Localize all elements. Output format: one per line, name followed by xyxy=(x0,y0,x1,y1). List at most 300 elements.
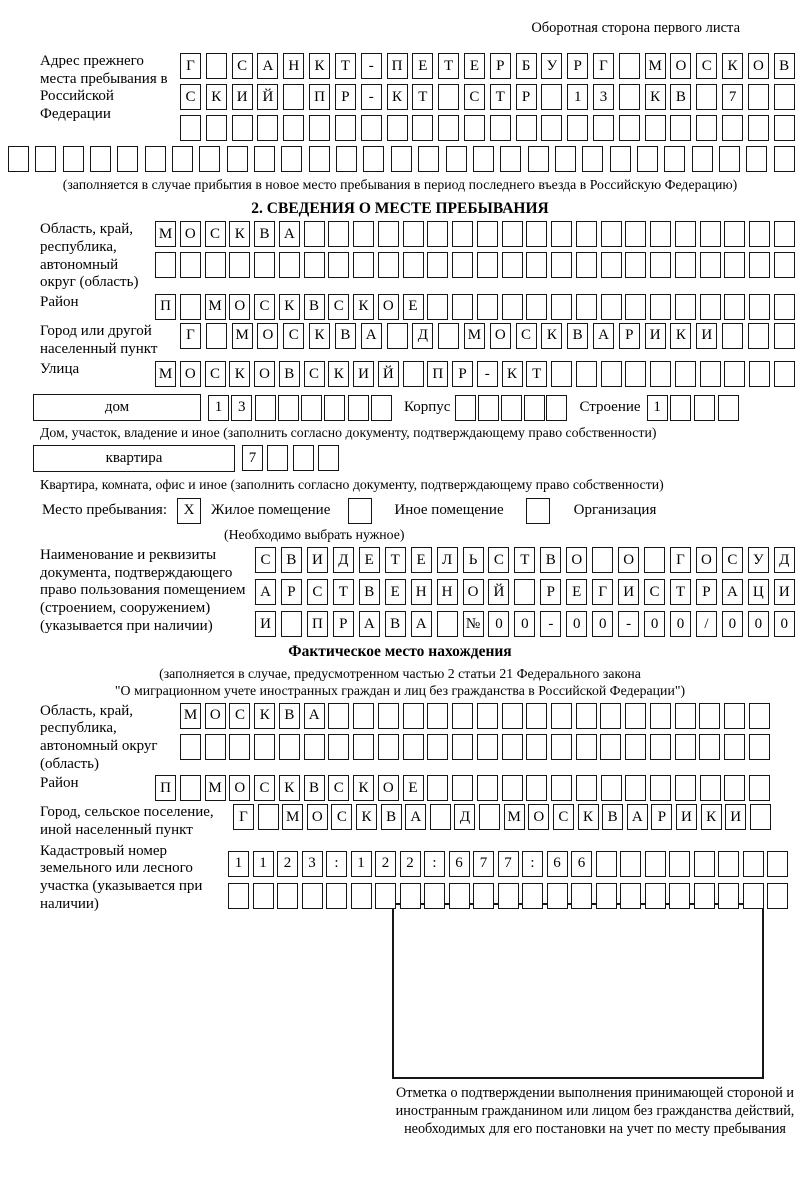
char-cell xyxy=(227,146,248,172)
char-cell: Р xyxy=(281,579,302,605)
mesto-note: (Необходимо выбрать нужное) xyxy=(224,526,405,542)
char-cell xyxy=(593,115,614,141)
char-cell xyxy=(477,221,498,247)
char-cell: - xyxy=(477,361,498,387)
char-cell xyxy=(400,883,421,909)
char-cell xyxy=(293,445,314,471)
char-cell xyxy=(516,115,537,141)
char-cell: Г xyxy=(180,53,201,79)
char-cell xyxy=(619,115,640,141)
char-cell xyxy=(378,734,399,760)
char-cell: Р xyxy=(333,611,354,637)
char-cell xyxy=(452,734,473,760)
char-cell xyxy=(724,703,745,729)
char-cell xyxy=(749,703,770,729)
char-cell: Й xyxy=(257,84,278,110)
stroenie-label: Строение xyxy=(579,399,641,416)
char-cell: Т xyxy=(412,84,433,110)
char-cell xyxy=(601,252,622,278)
char-cell xyxy=(477,252,498,278)
char-cell: 6 xyxy=(547,851,568,877)
char-cell xyxy=(403,361,424,387)
char-cell: Р xyxy=(540,579,561,605)
oblast2-row1 xyxy=(180,703,770,729)
char-cell: Б xyxy=(516,53,537,79)
char-cell: 1 xyxy=(253,851,274,877)
char-cell: П xyxy=(155,294,176,320)
char-cell: У xyxy=(748,547,769,573)
char-cell: И xyxy=(645,323,666,349)
char-cell: П xyxy=(427,361,448,387)
char-cell: О xyxy=(566,547,587,573)
char-cell xyxy=(664,146,685,172)
char-cell xyxy=(722,323,743,349)
char-cell xyxy=(375,883,396,909)
char-cell xyxy=(452,252,473,278)
char-cell: : xyxy=(522,851,543,877)
char-cell: С xyxy=(255,547,276,573)
char-cell: А xyxy=(627,804,648,830)
char-cell: В xyxy=(359,579,380,605)
char-cell: Р xyxy=(619,323,640,349)
char-cell: А xyxy=(257,53,278,79)
char-cell xyxy=(477,734,498,760)
char-cell: О xyxy=(254,361,275,387)
char-cell: С xyxy=(328,294,349,320)
char-cell xyxy=(551,221,572,247)
char-cell xyxy=(446,146,467,172)
org-checkbox xyxy=(526,498,550,524)
char-cell: О xyxy=(180,361,201,387)
char-cell: О xyxy=(257,323,278,349)
char-cell: О xyxy=(696,547,717,573)
char-cell xyxy=(650,252,671,278)
char-cell xyxy=(455,395,476,421)
char-cell: И xyxy=(232,84,253,110)
char-cell: А xyxy=(405,804,426,830)
char-cell: Е xyxy=(359,547,380,573)
char-cell: Т xyxy=(670,579,691,605)
char-cell xyxy=(526,221,547,247)
char-cell: К xyxy=(206,84,227,110)
char-cell xyxy=(750,804,771,830)
char-cell: Г xyxy=(233,804,254,830)
char-cell xyxy=(749,361,770,387)
kvartira-box-label: квартира xyxy=(33,445,235,472)
char-cell xyxy=(526,294,547,320)
char-cell: О xyxy=(463,579,484,605)
char-cell: Т xyxy=(514,547,535,573)
char-cell xyxy=(675,703,696,729)
char-cell xyxy=(551,252,572,278)
char-cell xyxy=(257,115,278,141)
char-cell: В xyxy=(774,53,795,79)
char-cell xyxy=(478,395,499,421)
char-cell: 0 xyxy=(644,611,665,637)
char-cell: М xyxy=(205,775,226,801)
char-cell xyxy=(351,883,372,909)
char-cell xyxy=(669,883,690,909)
char-cell: О xyxy=(378,775,399,801)
org-label: Организация xyxy=(573,502,657,519)
char-cell xyxy=(464,115,485,141)
char-cell xyxy=(700,221,721,247)
char-cell xyxy=(619,53,640,79)
char-cell xyxy=(309,115,330,141)
doc-label: Наименование и реквизиты документа, подтверждающего право пользования помещением (строением, сооружением) (указывается при наличии) xyxy=(40,547,246,634)
char-cell: Е xyxy=(411,547,432,573)
char-cell xyxy=(625,221,646,247)
char-cell xyxy=(403,734,424,760)
char-cell xyxy=(551,361,572,387)
char-cell xyxy=(600,703,621,729)
char-cell: О xyxy=(670,53,691,79)
char-cell xyxy=(699,703,720,729)
char-cell: А xyxy=(304,703,325,729)
char-cell xyxy=(576,775,597,801)
char-cell xyxy=(526,734,547,760)
char-cell: М xyxy=(504,804,525,830)
char-cell xyxy=(749,294,770,320)
char-cell xyxy=(620,883,641,909)
char-cell xyxy=(592,547,613,573)
char-cell: С xyxy=(331,804,352,830)
char-cell: Й xyxy=(378,361,399,387)
char-cell xyxy=(229,734,250,760)
char-cell: И xyxy=(307,547,328,573)
char-cell: Р xyxy=(651,804,672,830)
char-cell xyxy=(700,294,721,320)
char-cell xyxy=(63,146,84,172)
char-cell: В xyxy=(281,547,302,573)
prev-address-row4 xyxy=(8,146,795,172)
gorod2-row xyxy=(233,804,771,830)
char-cell: : xyxy=(326,851,347,877)
char-cell: К xyxy=(229,221,250,247)
char-cell xyxy=(206,53,227,79)
char-cell xyxy=(724,775,745,801)
char-cell: П xyxy=(387,53,408,79)
char-cell xyxy=(477,703,498,729)
char-cell xyxy=(254,146,275,172)
ulitsa-block xyxy=(6,361,794,387)
prev-address-row1 xyxy=(180,53,795,79)
char-cell xyxy=(541,115,562,141)
char-cell xyxy=(637,146,658,172)
char-cell: С xyxy=(205,221,226,247)
char-cell xyxy=(328,703,349,729)
char-cell xyxy=(255,395,276,421)
char-cell: Ц xyxy=(748,579,769,605)
char-cell xyxy=(675,775,696,801)
char-cell xyxy=(267,445,288,471)
char-cell: О xyxy=(748,53,769,79)
char-cell: 1 xyxy=(208,395,229,421)
char-cell xyxy=(670,115,691,141)
char-cell xyxy=(675,221,696,247)
char-cell: Е xyxy=(385,579,406,605)
char-cell: Н xyxy=(283,53,304,79)
gorod2-block xyxy=(6,804,794,839)
char-cell: Т xyxy=(335,53,356,79)
char-cell xyxy=(206,323,227,349)
char-cell xyxy=(601,361,622,387)
char-cell xyxy=(403,252,424,278)
oblast2-label: Область, край, республика, автономный округ (область) xyxy=(40,702,158,772)
zhiloe-label: Жилое помещение xyxy=(211,502,331,519)
char-cell xyxy=(424,883,445,909)
char-cell: С xyxy=(254,775,275,801)
char-cell xyxy=(541,84,562,110)
char-cell: Р xyxy=(490,53,511,79)
char-cell: Ь xyxy=(463,547,484,573)
stamp-caption: Отметка о подтверждении выполнения принимающей стороной и иностранным гражданином или лицом без гражданства действий, необходимых для его постановки на учет по месту пребывания xyxy=(395,1085,795,1137)
char-cell xyxy=(645,883,666,909)
char-cell xyxy=(283,115,304,141)
char-cell xyxy=(774,323,795,349)
char-cell xyxy=(205,734,226,760)
char-cell xyxy=(526,775,547,801)
char-cell xyxy=(378,252,399,278)
char-cell xyxy=(749,221,770,247)
char-cell xyxy=(500,146,521,172)
char-cell xyxy=(749,734,770,760)
char-cell xyxy=(427,221,448,247)
char-cell xyxy=(318,445,339,471)
char-cell xyxy=(718,883,739,909)
char-cell xyxy=(427,703,448,729)
char-cell: О xyxy=(490,323,511,349)
char-cell: В xyxy=(602,804,623,830)
char-cell xyxy=(610,146,631,172)
kvartira-block xyxy=(6,445,794,472)
raion1-row xyxy=(155,294,795,320)
char-cell: П xyxy=(309,84,330,110)
char-cell xyxy=(743,883,764,909)
char-cell xyxy=(670,395,691,421)
char-cell xyxy=(301,395,322,421)
inoe-label: Иное помещение xyxy=(394,502,504,519)
oblast2-row2 xyxy=(180,734,770,760)
char-cell xyxy=(253,883,274,909)
char-cell: А xyxy=(255,579,276,605)
char-cell: О xyxy=(307,804,328,830)
char-cell: Л xyxy=(437,547,458,573)
char-cell: В xyxy=(304,775,325,801)
char-cell: И xyxy=(255,611,276,637)
char-cell xyxy=(353,734,374,760)
char-cell xyxy=(387,115,408,141)
char-cell: С xyxy=(283,323,304,349)
char-cell xyxy=(774,115,795,141)
char-cell xyxy=(309,146,330,172)
char-cell xyxy=(427,775,448,801)
char-cell xyxy=(528,146,549,172)
raion2-label: Район xyxy=(40,775,79,792)
char-cell xyxy=(551,775,572,801)
char-cell xyxy=(547,883,568,909)
doc-row3 xyxy=(255,611,795,637)
char-cell: Р xyxy=(516,84,537,110)
char-cell: С xyxy=(464,84,485,110)
char-cell: Е xyxy=(464,53,485,79)
char-cell: В xyxy=(567,323,588,349)
fakt-note1: (заполняется в случае, предусмотренном частью 2 статьи 21 Федерального закона xyxy=(159,666,641,682)
char-cell: С xyxy=(722,547,743,573)
char-cell xyxy=(526,252,547,278)
char-cell xyxy=(774,221,795,247)
korpus-cells xyxy=(455,395,567,421)
char-cell xyxy=(551,734,572,760)
char-cell xyxy=(601,221,622,247)
char-cell: О xyxy=(378,294,399,320)
char-cell xyxy=(258,804,279,830)
gorod1-row xyxy=(180,323,795,349)
char-cell xyxy=(180,294,201,320)
char-cell: М xyxy=(205,294,226,320)
char-cell: 7 xyxy=(498,851,519,877)
gorod1-label: Город или другой населенный пункт xyxy=(40,322,158,357)
char-cell xyxy=(551,294,572,320)
char-cell: К xyxy=(254,703,275,729)
char-cell xyxy=(254,252,275,278)
kadastr-cells xyxy=(228,851,788,909)
char-cell: 0 xyxy=(592,611,613,637)
char-cell: И xyxy=(725,804,746,830)
char-cell xyxy=(205,252,226,278)
char-cell: 2 xyxy=(375,851,396,877)
char-cell xyxy=(418,146,439,172)
char-cell: А xyxy=(279,221,300,247)
char-cell: Т xyxy=(333,579,354,605)
raion2-block xyxy=(6,775,794,801)
char-cell xyxy=(35,146,56,172)
char-cell: С xyxy=(304,361,325,387)
prev-address-block xyxy=(6,53,794,141)
char-cell xyxy=(719,146,740,172)
char-cell xyxy=(718,395,739,421)
char-cell xyxy=(576,734,597,760)
char-cell xyxy=(748,115,769,141)
char-cell xyxy=(403,221,424,247)
char-cell: Д xyxy=(412,323,433,349)
char-cell xyxy=(438,323,459,349)
char-cell: Г xyxy=(593,53,614,79)
char-cell xyxy=(774,294,795,320)
char-cell: Д xyxy=(454,804,475,830)
char-cell: И xyxy=(774,579,795,605)
char-cell xyxy=(749,252,770,278)
char-cell: С xyxy=(328,775,349,801)
char-cell: А xyxy=(361,323,382,349)
oblast1-block xyxy=(6,221,794,292)
char-cell xyxy=(748,323,769,349)
prev-address-note: (заполняется в случае прибытия в новое место пребывания в период последнего въезда в Российскую Федерацию) xyxy=(62,177,738,192)
char-cell xyxy=(361,115,382,141)
char-cell xyxy=(452,703,473,729)
char-cell: М xyxy=(155,221,176,247)
section2-title: 2. СВЕДЕНИЯ О МЕСТЕ ПРЕБЫВАНИЯ xyxy=(251,200,549,218)
char-cell xyxy=(427,294,448,320)
char-cell: 0 xyxy=(488,611,509,637)
char-cell: М xyxy=(645,53,666,79)
char-cell: С xyxy=(516,323,537,349)
prev-address-label: Адрес прежнего места пребывания в Российской Федерации xyxy=(40,53,168,123)
char-cell: К xyxy=(279,294,300,320)
oblast2-cells xyxy=(180,703,770,760)
raion1-label: Район xyxy=(40,293,79,310)
char-cell xyxy=(555,146,576,172)
char-cell xyxy=(498,883,519,909)
ulitsa-label: Улица xyxy=(40,361,80,378)
char-cell xyxy=(650,294,671,320)
char-cell xyxy=(348,395,369,421)
oblast1-cells xyxy=(155,221,795,278)
gorod1-block xyxy=(6,323,794,358)
char-cell: К xyxy=(353,775,374,801)
char-cell: Е xyxy=(403,294,424,320)
oblast2-block xyxy=(6,703,794,774)
char-cell xyxy=(724,734,745,760)
char-cell xyxy=(694,851,715,877)
char-cell: К xyxy=(309,53,330,79)
char-cell xyxy=(696,84,717,110)
char-cell xyxy=(625,734,646,760)
char-cell: Г xyxy=(670,547,691,573)
char-cell: В xyxy=(335,323,356,349)
char-cell xyxy=(353,252,374,278)
char-cell: В xyxy=(381,804,402,830)
char-cell xyxy=(477,294,498,320)
char-cell xyxy=(746,146,767,172)
char-cell xyxy=(199,146,220,172)
kadastr-label: Кадастровый номер земельного или лесного участка (указывается при наличии) xyxy=(40,842,203,912)
char-cell: С xyxy=(644,579,665,605)
char-cell xyxy=(328,252,349,278)
char-cell xyxy=(718,851,739,877)
char-cell xyxy=(700,252,721,278)
char-cell xyxy=(774,146,795,172)
gorod2-label: Город, сельское поселение, иной населенный пункт xyxy=(40,804,214,838)
char-cell xyxy=(601,294,622,320)
char-cell: 6 xyxy=(571,851,592,877)
char-cell: Е xyxy=(403,775,424,801)
char-cell xyxy=(749,775,770,801)
char-cell: С xyxy=(232,53,253,79)
char-cell: С xyxy=(254,294,275,320)
char-cell xyxy=(403,703,424,729)
char-cell xyxy=(767,851,788,877)
char-cell xyxy=(625,294,646,320)
char-cell xyxy=(328,734,349,760)
char-cell xyxy=(326,883,347,909)
char-cell: О xyxy=(205,703,226,729)
char-cell xyxy=(700,361,721,387)
char-cell: - xyxy=(361,84,382,110)
char-cell: О xyxy=(180,221,201,247)
char-cell: 0 xyxy=(774,611,795,637)
inoe-checkbox xyxy=(348,498,372,524)
char-cell: В xyxy=(540,547,561,573)
char-cell xyxy=(391,146,412,172)
char-cell: Н xyxy=(411,579,432,605)
char-cell: И xyxy=(618,579,639,605)
char-cell xyxy=(625,252,646,278)
char-cell xyxy=(304,734,325,760)
doc-block xyxy=(6,547,794,637)
char-cell xyxy=(473,146,494,172)
char-cell xyxy=(526,703,547,729)
